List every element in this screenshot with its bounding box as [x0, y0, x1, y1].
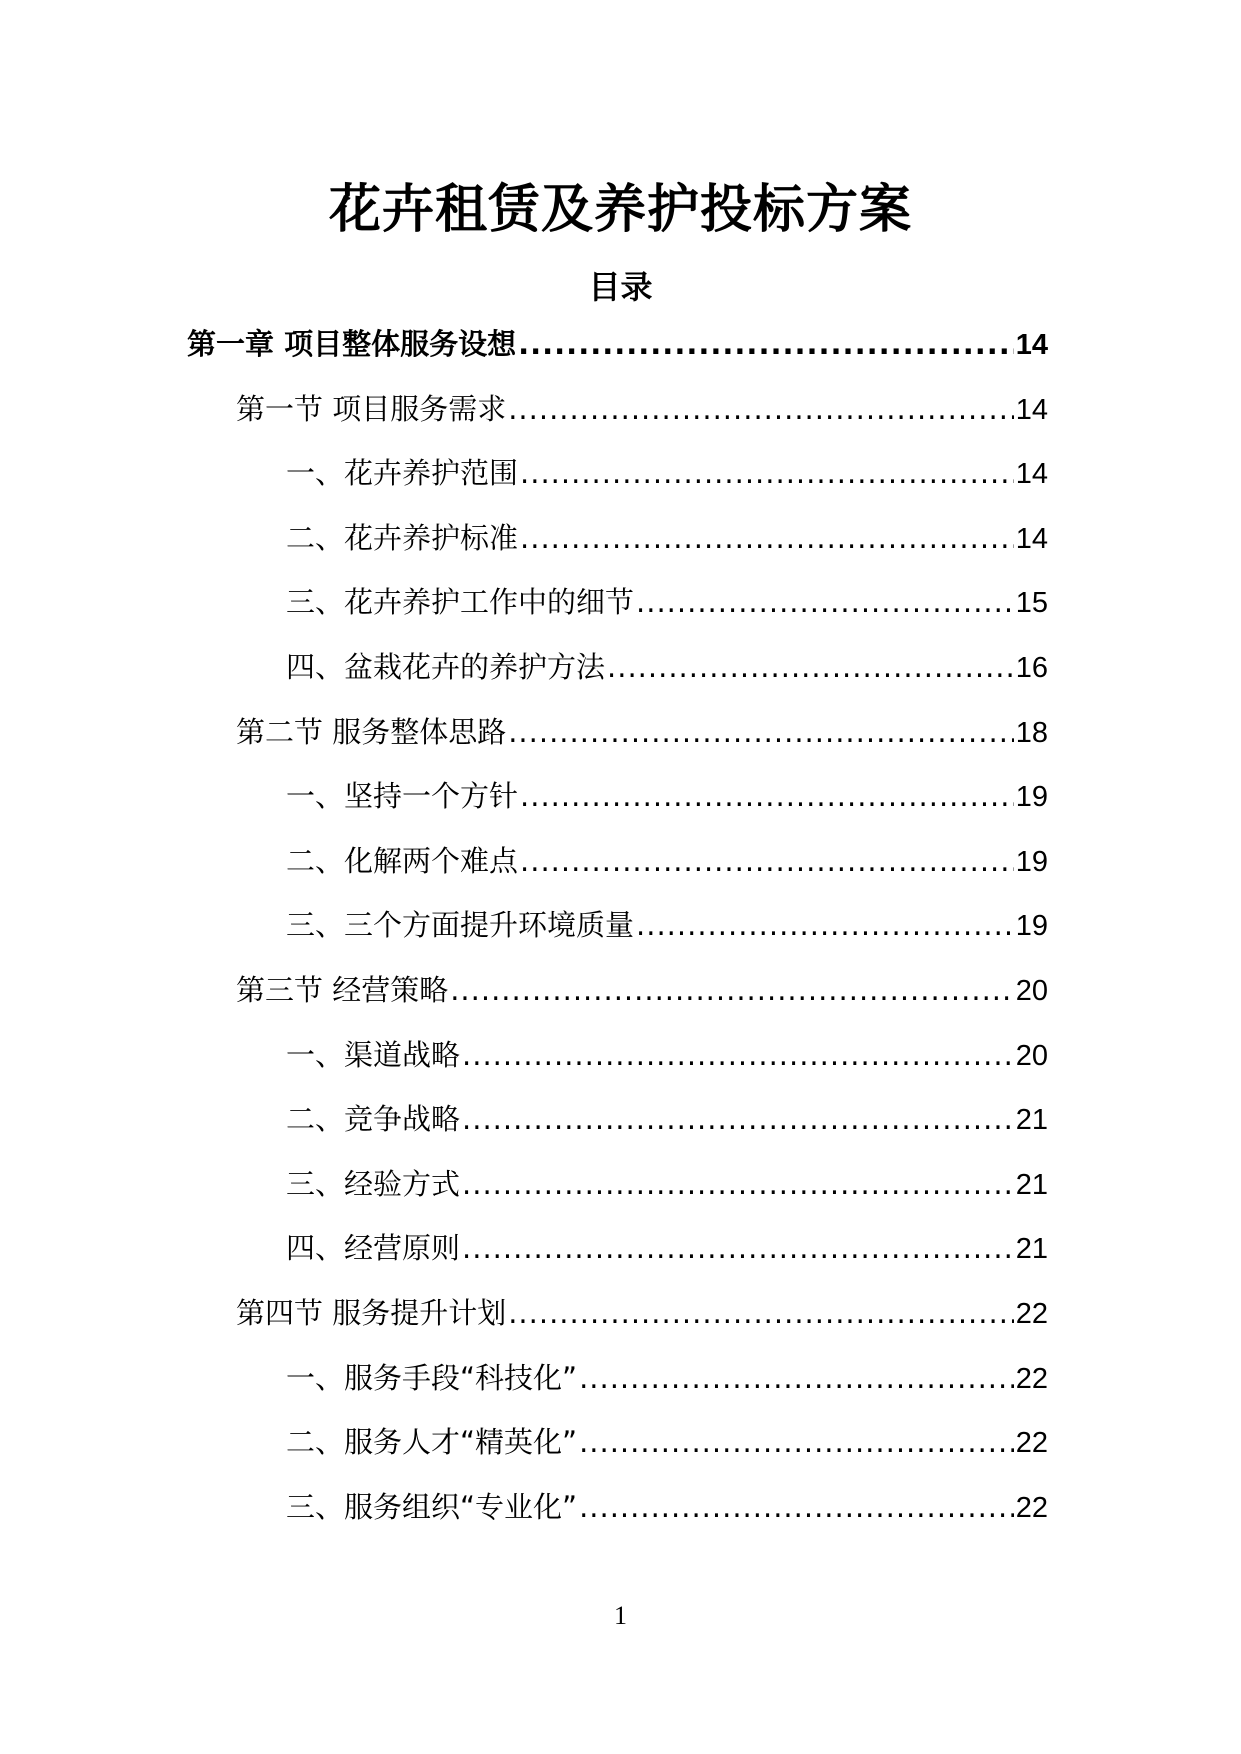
toc-entry-title: 四、盆栽花卉的养护方法 [286, 650, 606, 684]
toc-entry-page: 22 [1015, 1363, 1048, 1395]
toc-entry-title: 第一节 项目服务需求 [236, 392, 507, 426]
toc-entry-page: 19 [1015, 781, 1048, 813]
toc-entry[interactable] [236, 387, 1048, 431]
toc-entry-page: 14 [1015, 394, 1048, 426]
toc-entry-page: 18 [1015, 717, 1048, 749]
toc-dot-leader [508, 387, 1014, 431]
toc-entry-page: 14 [1015, 458, 1048, 490]
toc-entry-page: 20 [1015, 975, 1048, 1007]
toc-entry-title: 二、化解两个难点 [286, 844, 519, 878]
toc-dot-leader [520, 839, 1014, 883]
toc-entry[interactable] [286, 1162, 1048, 1206]
toc-entry-title: 二、竞争战略 [286, 1102, 461, 1136]
toc-entry-page: 21 [1015, 1169, 1048, 1201]
toc-entry[interactable] [236, 968, 1048, 1012]
toc-entry[interactable] [286, 1033, 1048, 1077]
toc-entry-page: 21 [1015, 1233, 1048, 1265]
toc-entry-title: 三、经验方式 [286, 1167, 461, 1201]
toc-dot-leader [520, 451, 1014, 495]
toc-dot-leader [636, 580, 1014, 624]
toc-dot-leader [508, 1291, 1014, 1335]
toc-dot-leader [520, 516, 1014, 560]
toc-entry-page: 22 [1015, 1427, 1048, 1459]
toc-dot-leader [462, 1033, 1014, 1077]
toc-entry[interactable] [236, 1291, 1048, 1335]
toc-entry-page: 19 [1015, 846, 1048, 878]
toc-entry[interactable] [286, 451, 1048, 495]
toc-entry[interactable] [286, 645, 1048, 689]
toc-entry-title: 三、三个方面提升环境质量 [286, 908, 635, 942]
toc-dot-leader [518, 322, 1014, 366]
page-number: 1 [614, 1601, 627, 1630]
toc-entry[interactable] [286, 1226, 1048, 1270]
toc-entry-page: 22 [1015, 1492, 1048, 1524]
toc-dot-leader [462, 1097, 1014, 1141]
toc-entry-page: 14 [1015, 329, 1048, 361]
toc-dot-leader [607, 645, 1014, 689]
toc-entry-title: 第四节 服务提升计划 [236, 1296, 507, 1330]
toc-entry[interactable] [286, 1097, 1048, 1141]
toc-entry-title: 三、花卉养护工作中的细节 [286, 585, 635, 619]
toc-entry-page: 22 [1015, 1298, 1048, 1330]
toc-entry[interactable] [286, 580, 1048, 624]
toc-entry-title: 一、坚持一个方针 [286, 779, 519, 813]
toc-dot-leader [450, 968, 1014, 1012]
toc-entry-title: 四、经营原则 [286, 1231, 461, 1265]
toc-entry[interactable] [286, 1485, 1048, 1529]
toc-entry[interactable] [286, 1356, 1048, 1400]
toc-entry-title: 一、服务手段“科技化” [286, 1361, 578, 1395]
toc-entry-page: 16 [1015, 652, 1048, 684]
toc-entry-title: 第一章 项目整体服务设想 [187, 327, 517, 361]
toc-heading: 目录 [588, 268, 653, 306]
toc-entry[interactable] [286, 839, 1048, 883]
toc-dot-leader [579, 1485, 1014, 1529]
toc-entry-page: 14 [1015, 523, 1048, 555]
toc-entry-title: 第二节 服务整体思路 [236, 715, 507, 749]
toc-dot-leader [462, 1162, 1014, 1206]
document-title: 花卉租赁及养护投标方案 [328, 180, 912, 240]
toc-entry[interactable] [286, 903, 1048, 947]
toc-entry-page: 19 [1015, 910, 1048, 942]
toc-entry-title: 一、渠道战略 [286, 1038, 461, 1072]
toc-dot-leader [508, 710, 1014, 754]
toc-entry-page: 20 [1015, 1040, 1048, 1072]
toc-entry-title: 一、花卉养护范围 [286, 456, 519, 490]
toc-entry-title: 第三节 经营策略 [236, 973, 449, 1007]
toc-entry[interactable] [236, 710, 1048, 754]
toc-dot-leader [636, 903, 1014, 947]
toc-entry-title: 二、服务人才“精英化” [286, 1425, 578, 1459]
toc-dot-leader [579, 1356, 1014, 1400]
toc-entry[interactable] [187, 322, 1048, 366]
toc-dot-leader [520, 774, 1014, 818]
toc-dot-leader [579, 1420, 1014, 1464]
toc-entry-title: 二、花卉养护标准 [286, 521, 519, 555]
toc-dot-leader [462, 1226, 1014, 1270]
toc-entry[interactable] [286, 774, 1048, 818]
toc-entry-page: 21 [1015, 1104, 1048, 1136]
toc-entry[interactable] [286, 1420, 1048, 1464]
toc-entry[interactable] [286, 516, 1048, 560]
toc-entry-title: 三、服务组织“专业化” [286, 1490, 578, 1524]
toc-entry-page: 15 [1015, 587, 1048, 619]
